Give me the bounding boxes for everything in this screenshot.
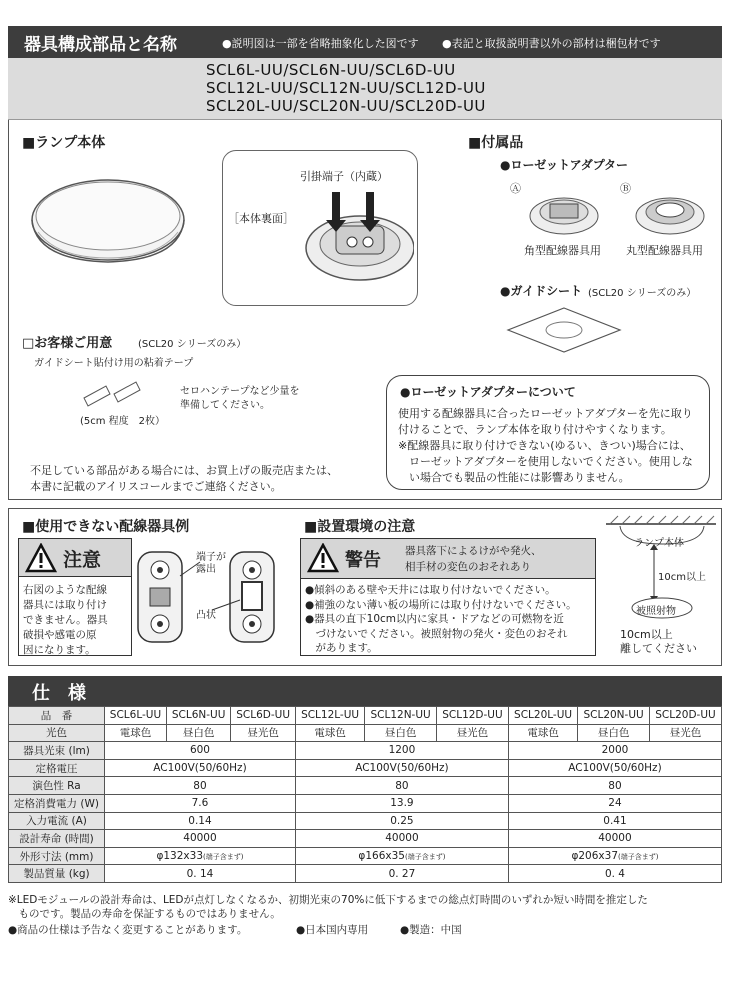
table-row [9, 865, 722, 883]
back-view-label: ［本体裏面］ [228, 212, 294, 225]
model-line: SCL6L-UU/SCL6N-UU/SCL6D-UU [206, 61, 456, 79]
customer-title-note: (SCL20 シリーズのみ） [138, 339, 247, 350]
current-cell: 0.25 [295, 812, 508, 830]
tape-note-1: セロハンテープなど少量を [180, 386, 300, 397]
model-cell: SCL6L-UU [105, 707, 167, 725]
warning-line: があります。 [305, 642, 378, 654]
color-cell: 昼白色 [166, 724, 230, 742]
spec-title: 仕 様 [32, 683, 86, 704]
color-cell: 電球色 [105, 724, 167, 742]
size-value: φ206x37 [571, 850, 618, 863]
unusable-title: ■使用できない配線器具例 [22, 519, 190, 535]
ra-cell: 80 [295, 777, 508, 795]
color-cell: 昼光色 [649, 724, 721, 742]
customer-title: □お客様ご用意 [22, 336, 113, 351]
power-cell: 24 [508, 794, 721, 812]
guide-sheet-note: (SCL20 シリーズのみ） [588, 288, 697, 299]
label-round: 丸型配線器具用 [626, 244, 703, 257]
warning-line: ●傾斜のある壁や天井には取り付けないでください。 [305, 584, 556, 596]
table-row [9, 830, 722, 848]
caution-line: できません。器具 [23, 614, 108, 626]
exposed-label-1: 端子が [196, 552, 226, 563]
mass-cell: 0. 27 [295, 865, 508, 883]
color-cell: 電球色 [508, 724, 577, 742]
spec-header [8, 676, 722, 706]
warning-line: ●補強のない薄い板の場所には取り付けないでください。 [305, 598, 577, 611]
tape-note-2: 準備してください。 [180, 400, 270, 411]
model-line: SCL20L-UU/SCL20N-UU/SCL20D-UU [206, 97, 486, 115]
rosette-title: ●ローゼットアダプター [500, 158, 628, 172]
row-label: 演色性 Ra [9, 777, 105, 795]
label-square: 角型配線器具用 [524, 244, 601, 257]
tape-size: (5cm 程度 2枚） [80, 416, 166, 427]
mass-cell: 0. 14 [105, 865, 296, 883]
model-cell: SCL12N-UU [365, 707, 437, 725]
row-label: 品 番 [9, 707, 105, 725]
accessories-title: ■付属品 [468, 135, 524, 151]
made-in-note: ●製造：中国 [400, 924, 462, 936]
domestic-note: ●日本国内専用 [296, 924, 369, 936]
rosette-info-line: ※配線器具に取り付けできない(ゆるい、きつい)場合には、 [398, 439, 691, 452]
size-cell [295, 847, 508, 865]
row-label: 器具光束 (lm) [9, 742, 105, 760]
table-row [9, 812, 722, 830]
spec-change-note: ●商品の仕様は予告なく変更することがあります。 [8, 924, 248, 936]
model-list [8, 58, 722, 120]
tape-description: ガイドシート貼付け用の粘着テープ [34, 358, 194, 369]
object-label: 被照射物 [636, 606, 676, 617]
round-rosette-illustration [630, 190, 710, 240]
caution-line: 因になります。 [23, 644, 96, 656]
caution-header [19, 539, 131, 577]
ra-cell: 80 [508, 777, 721, 795]
section-title: 器具構成部品と名称 [24, 35, 177, 55]
current-cell: 0.41 [508, 812, 721, 830]
model-cell: SCL12D-UU [436, 707, 508, 725]
model-cell: SCL20N-UU [578, 707, 650, 725]
shortage-note-2: 本書に記載のアイリスコールまでご連絡ください。 [30, 480, 282, 493]
model-cell: SCL20L-UU [508, 707, 577, 725]
warning-sub-2: 相手材の変色のおそれあり [405, 561, 531, 573]
voltage-cell: AC100V(50/60Hz) [105, 759, 296, 777]
warning-word: 警告 [345, 550, 381, 571]
size-value: φ132x33 [156, 850, 203, 863]
model-cell: SCL12L-UU [295, 707, 364, 725]
spec-table [8, 706, 722, 883]
warning-triangle-icon [25, 543, 57, 573]
current-cell: 0.14 [105, 812, 296, 830]
table-row [9, 777, 722, 795]
rosette-info-line: 使用する配線器具に合ったローゼットアダプターを先に取り [398, 407, 693, 420]
power-cell: 7.6 [105, 794, 296, 812]
color-cell: 昼光色 [436, 724, 508, 742]
guide-sheet-illustration [506, 306, 622, 354]
terminal-label: 引掛端子（内蔵） [300, 170, 388, 183]
flux-cell: 600 [105, 742, 296, 760]
rosette-info-title: ●ローゼットアダプターについて [400, 385, 576, 399]
shortage-note-1: 不足している部品がある場合には、お買上げの販売店または、 [30, 464, 338, 477]
model-cell: SCL6D-UU [231, 707, 296, 725]
section-header [8, 26, 722, 58]
distance-label: 10cm以上 [658, 572, 706, 583]
warning-header [301, 539, 595, 579]
rosette-info-line: い場合でも製品の性能には影響ありません。 [398, 471, 630, 484]
header-note-1: ●説明図は一部を省略抽象化した図です [222, 37, 419, 50]
life-cell: 40000 [105, 830, 296, 848]
color-cell: 昼光色 [231, 724, 296, 742]
row-label: 光色 [9, 724, 105, 742]
lamp-body-label: ランプ本体 [634, 538, 684, 549]
model-line: SCL12L-UU/SCL12N-UU/SCL12D-UU [206, 79, 486, 97]
model-cell: SCL6N-UU [166, 707, 230, 725]
table-row [9, 847, 722, 865]
life-cell: 40000 [508, 830, 721, 848]
caution-panel [18, 538, 132, 656]
row-label: 外形寸法 (mm) [9, 847, 105, 865]
flux-cell: 2000 [508, 742, 721, 760]
keep-distance-1: 10cm以上 [620, 628, 673, 641]
color-cell: 昼白色 [578, 724, 650, 742]
table-row [9, 742, 722, 760]
environment-title: ■設置環境の注意 [304, 519, 416, 535]
table-row [9, 794, 722, 812]
tape-illustration [80, 380, 156, 408]
table-row [9, 759, 722, 777]
lamp-body-illustration [28, 170, 198, 280]
color-cell: 電球色 [295, 724, 364, 742]
table-row [9, 707, 722, 725]
caution-line: 破損や感電の原 [23, 629, 97, 641]
life-footnote-1: ※LEDモジュールの設計寿命は、LEDが点灯しなくなるか、初期光束の70%に低下するまでの総点灯時間のいずれか短い時間を推定した [8, 894, 648, 906]
convex-label: 凸状 [196, 610, 216, 621]
size-note: (端子含まず) [618, 853, 659, 862]
size-note: (端子含まず) [404, 853, 446, 862]
caution-word: 注意 [63, 549, 102, 571]
voltage-cell: AC100V(50/60Hz) [295, 759, 508, 777]
life-footnote-2: ものです。製品の寿命を保証するものではありません。 [8, 908, 281, 920]
lamp-back-illustration [290, 186, 414, 296]
size-cell [508, 847, 721, 865]
rosette-info-line: ローゼットアダプターを使用しないでください。使用しな [398, 455, 693, 468]
warning-sub-1: 器具落下によるけがや発火、 [405, 545, 542, 557]
warning-triangle-icon [307, 543, 339, 573]
guide-sheet-title: ●ガイドシート [500, 284, 583, 298]
model-cell: SCL20D-UU [649, 707, 721, 725]
warning-line: づけないでください。被照射物の発火・変色のおそれ [305, 627, 568, 640]
exposed-label-2: 露出 [196, 564, 216, 575]
mass-cell: 0. 4 [508, 865, 721, 883]
color-cell: 昼白色 [365, 724, 437, 742]
row-label: 製品質量 (kg) [9, 865, 105, 883]
flux-cell: 1200 [295, 742, 508, 760]
caution-line: 右図のような配線 [23, 584, 107, 596]
row-label: 入力電流 (A) [9, 812, 105, 830]
keep-distance-2: 離してください [620, 642, 697, 655]
warning-line: ●器具の直下10cm以内に家具・ドアなどの可燃物を近 [305, 613, 564, 625]
caution-line: 器具には取り付け [23, 599, 107, 611]
voltage-cell: AC100V(50/60Hz) [508, 759, 721, 777]
lamp-title: ■ランプ本体 [22, 135, 106, 151]
mark-a: Ⓐ [510, 182, 521, 195]
header-note-2: ●表記と取扱説明書以外の部材は梱包材です [442, 37, 661, 50]
size-cell [105, 847, 296, 865]
size-value: φ166x35 [358, 850, 405, 863]
size-note: (端子含まず) [203, 853, 244, 862]
mark-b: Ⓑ [620, 182, 631, 195]
ra-cell: 80 [105, 777, 296, 795]
life-cell: 40000 [295, 830, 508, 848]
rosette-info-line: 付けることで、ランプ本体を取り付けやすくなります。 [398, 423, 672, 436]
row-label: 定格電圧 [9, 759, 105, 777]
square-rosette-illustration [524, 190, 604, 240]
row-label: 設計寿命 (時間) [9, 830, 105, 848]
row-label: 定格消費電力 (W) [9, 794, 105, 812]
warning-panel [300, 538, 596, 656]
power-cell: 13.9 [295, 794, 508, 812]
table-row [9, 724, 722, 742]
